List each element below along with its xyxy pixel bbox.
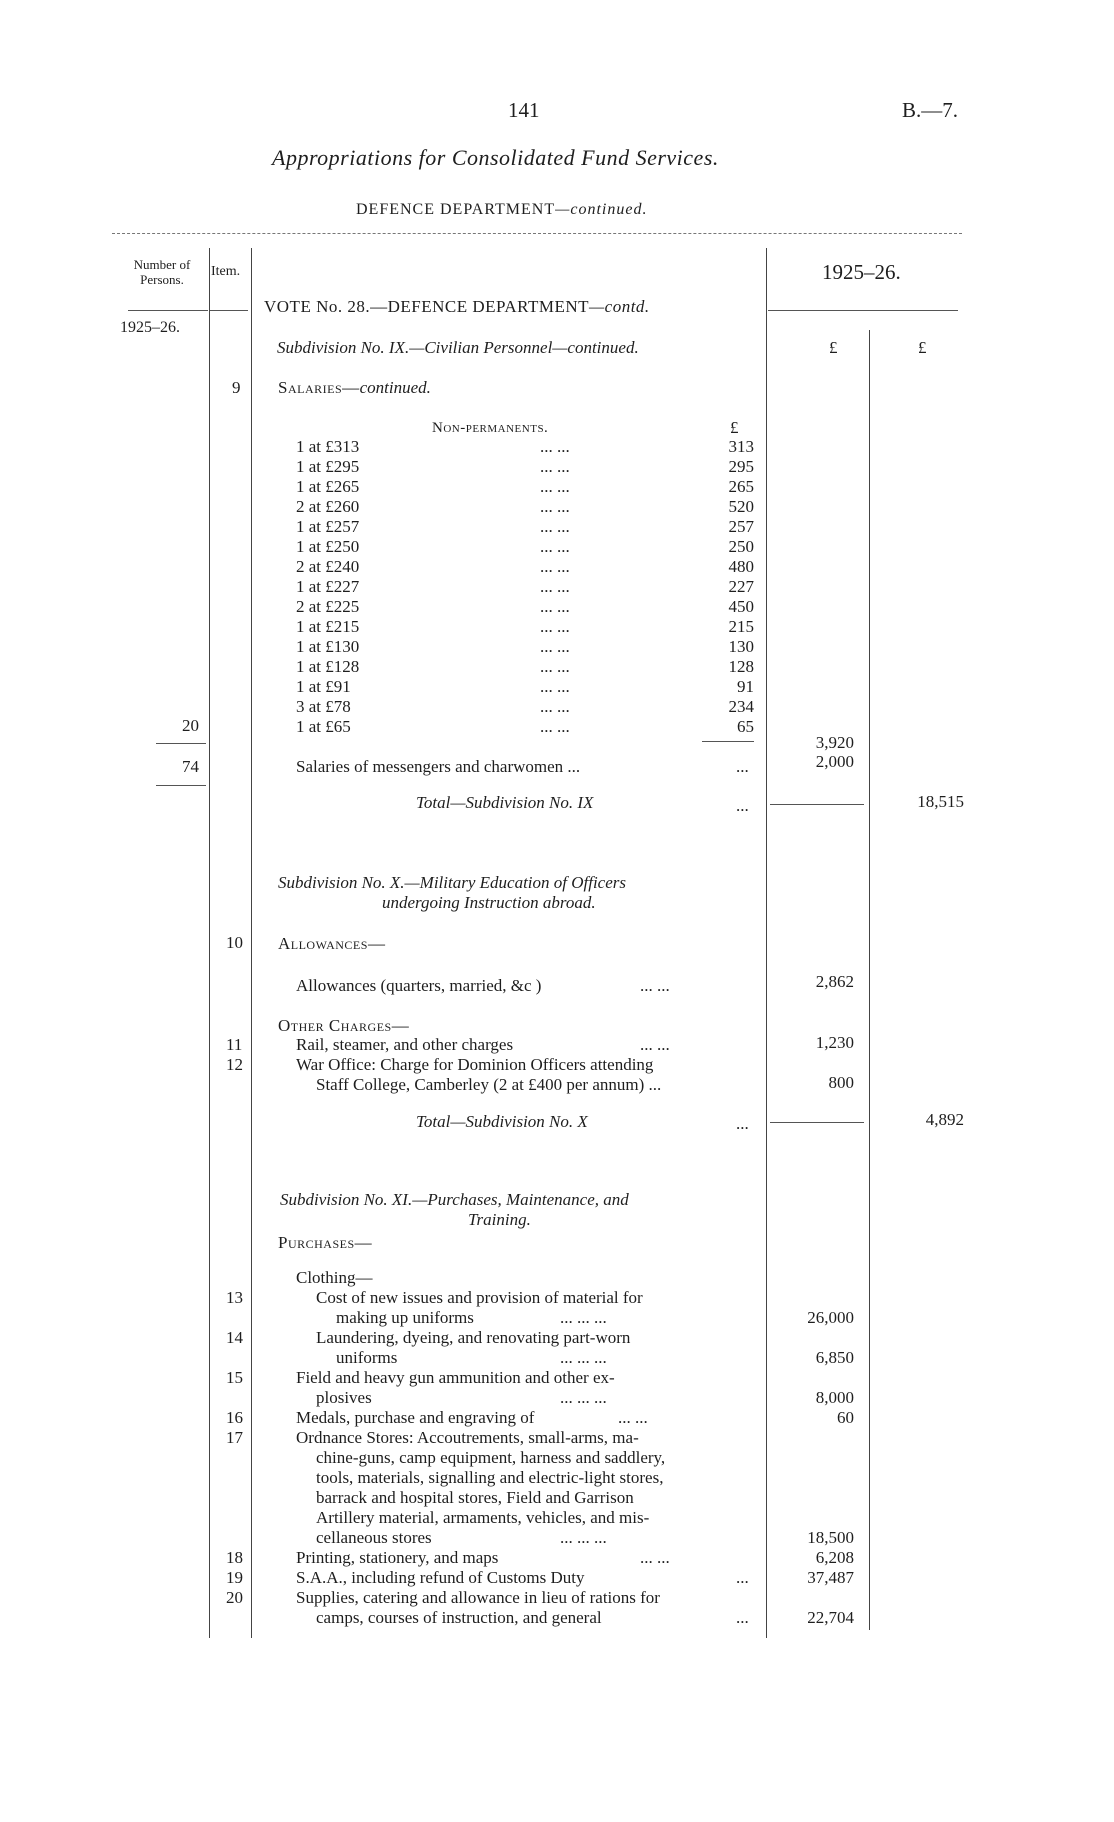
salaries-label: Salaries— [278, 378, 360, 397]
page-number: 141 [508, 98, 540, 122]
item-14-value: 6,850 [815, 1348, 854, 1367]
war-office-line2: Staff College, Camberley (2 at £400 per annum) ... [316, 1075, 662, 1094]
leader-dots: ... ... [540, 637, 570, 656]
leader-dots: ... ... [540, 477, 570, 496]
item-18-value: 6,208 [815, 1548, 854, 1567]
non-permanent-rate: 2 at £240 [296, 557, 360, 576]
item-15-value: 8,000 [815, 1388, 854, 1407]
non-permanent-amount: 227 [728, 577, 754, 596]
vote-label: VOTE No. 28.—DEFENCE DEPARTMENT [264, 297, 590, 316]
non-permanent-rate: 1 at £65 [296, 717, 351, 736]
item-17-line4: barrack and hospital stores, Field and Garrison [316, 1488, 634, 1507]
item-number: 9 [232, 378, 241, 397]
item-16-dots: ... ... [618, 1408, 648, 1427]
item-19-label: S.A.A., including refund of Customs Duty [296, 1568, 585, 1587]
rail-dots: ... ... [640, 1035, 670, 1054]
item-number: 11 [226, 1035, 243, 1054]
leader-dots: ... ... [540, 597, 570, 616]
item-number: 10 [226, 933, 243, 952]
non-permanent-amount: 130 [728, 637, 754, 656]
persons-subtotal: 20 [182, 716, 199, 735]
salaries-heading [278, 378, 431, 398]
document-reference: B.—7. [902, 98, 959, 122]
salaries-continued: continued. [359, 378, 431, 397]
allowances-row-dots: ... ... [640, 976, 670, 995]
number-of-persons-header: Number of Persons. [133, 257, 191, 287]
item-13-line1: Cost of new issues and provision of material for [316, 1288, 643, 1307]
header-rule [112, 233, 962, 234]
item-15-line2: plosives [316, 1388, 372, 1407]
non-permanent-amount: 295 [728, 457, 754, 476]
subdivision-x-title-line2: undergoing Instruction abroad. [382, 893, 596, 912]
non-permanent-rate: 1 at £313 [296, 437, 360, 456]
item-number: 13 [226, 1288, 243, 1307]
item-19-value: 37,487 [807, 1568, 854, 1587]
amount-header-rule [768, 310, 958, 311]
item-20-line1: Supplies, catering and allowance in lieu of rations for [296, 1588, 660, 1607]
leader-dots: ... ... [540, 697, 570, 716]
other-charges-heading: Other Charges— [278, 1016, 410, 1035]
year-header: 1925–26. [822, 260, 901, 284]
item-number: 18 [226, 1548, 243, 1567]
item-20-dots: ... [736, 1608, 749, 1627]
non-permanent-rate: 1 at £265 [296, 477, 360, 496]
leader-dots: ... ... [540, 577, 570, 596]
item-15-line1: Field and heavy gun ammunition and other ex- [296, 1368, 615, 1387]
leader-dots: ... ... [540, 457, 570, 476]
pound-sign-col1: £ [829, 338, 838, 357]
column-rule-item [251, 248, 252, 1638]
messengers-label: Salaries of messengers and charwomen ... [296, 757, 581, 776]
item-header: Item. [211, 264, 241, 279]
item-17-dots: ... ... ... [560, 1528, 607, 1547]
item-number: 17 [226, 1428, 243, 1447]
non-permanent-rate: 1 at £227 [296, 577, 360, 596]
non-permanent-amount: 313 [728, 437, 754, 456]
item-number: 15 [226, 1368, 243, 1387]
non-permanents-sum: 3,920 [815, 733, 854, 752]
leader-dots: ... ... [540, 437, 570, 456]
non-permanent-amount: 65 [737, 717, 754, 736]
persons-year-header: 1925–26. [120, 319, 180, 336]
item-17-line6: cellaneous stores [316, 1528, 432, 1547]
non-permanent-amount: 450 [728, 597, 754, 616]
persons-subtotal-rule [156, 743, 206, 744]
non-permanent-rate: 1 at £128 [296, 657, 360, 676]
item-17-value: 18,500 [807, 1528, 854, 1547]
vote-title [264, 297, 650, 317]
item-header-rule [210, 310, 248, 311]
item-14-line1: Laundering, dyeing, and renovating part-worn [316, 1328, 631, 1347]
leader-dots: ... ... [540, 557, 570, 576]
allowances-row-label: Allowances (quarters, married, &c ) [296, 976, 542, 995]
persons-header-rule [128, 310, 208, 311]
non-permanent-amount: 215 [728, 617, 754, 636]
subdivision-ix-total-rule [770, 804, 864, 805]
pound-sign-col2: £ [918, 338, 927, 357]
subdivision-ix-total: 18,515 [917, 792, 964, 811]
subdivision-ix-title: Subdivision No. IX.—Civilian Personnel—continued. [277, 338, 639, 357]
department-name: DEFENCE DEPARTMENT [356, 201, 556, 218]
non-permanent-amount: 480 [728, 557, 754, 576]
rail-value: 1,230 [815, 1033, 854, 1052]
subdivision-x-total-rule [770, 1122, 864, 1123]
persons-total-rule [156, 785, 206, 786]
allowances-heading: Allowances— [278, 934, 386, 953]
vote-contd: —contd. [589, 297, 650, 316]
department-heading [356, 200, 647, 220]
item-20-line2: camps, courses of instruction, and general [316, 1608, 602, 1627]
leader-dots: ... ... [540, 657, 570, 676]
non-permanent-rate: 1 at £130 [296, 637, 360, 656]
item-number: 12 [226, 1055, 243, 1074]
messengers-value: 2,000 [815, 752, 854, 771]
non-permanent-amount: 128 [728, 657, 754, 676]
item-14-dots: ... ... ... [560, 1348, 607, 1367]
non-permanent-amount: 91 [737, 677, 754, 696]
leader-dots: ... ... [540, 537, 570, 556]
subdivision-xi-title-line1: Subdivision No. XI.—Purchases, Maintenance, and [280, 1190, 629, 1209]
item-16-label: Medals, purchase and engraving of [296, 1408, 535, 1427]
page-title: Appropriations for Consolidated Fund Services. [272, 145, 719, 170]
leader-dots: ... ... [540, 497, 570, 516]
persons-total: 74 [182, 757, 199, 776]
non-permanent-amount: 250 [728, 537, 754, 556]
purchases-heading: Purchases— [278, 1233, 373, 1252]
non-permanent-rate: 3 at £78 [296, 697, 351, 716]
non-permanents-heading: Non-permanents. [432, 420, 549, 436]
item-13-line2: making up uniforms [336, 1308, 474, 1327]
item-number: 19 [226, 1568, 243, 1587]
non-permanents-pound: £ [730, 418, 739, 437]
clothing-heading: Clothing— [296, 1268, 373, 1287]
item-16-value: 60 [837, 1408, 854, 1427]
item-19-dots: ... [736, 1568, 749, 1587]
item-18-label: Printing, stationery, and maps [296, 1548, 499, 1567]
item-17-line1: Ordnance Stores: Accoutrements, small-arms, ma- [296, 1428, 639, 1447]
item-number: 20 [226, 1588, 243, 1607]
item-17-line3: tools, materials, signalling and electric-light stores, [316, 1468, 664, 1487]
column-rule-amount [869, 330, 870, 1630]
subdivision-x-total-label: Total—Subdivision No. X [416, 1112, 588, 1131]
non-permanent-amount: 520 [728, 497, 754, 516]
non-permanent-rate: 2 at £260 [296, 497, 360, 516]
non-permanent-amount: 265 [728, 477, 754, 496]
non-permanent-amount: 257 [728, 517, 754, 536]
item-13-value: 26,000 [807, 1308, 854, 1327]
subdivision-xi-title-line2: Training. [468, 1210, 531, 1229]
leader-dots: ... ... [540, 517, 570, 536]
non-permanent-rate: 1 at £250 [296, 537, 360, 556]
item-number: 16 [226, 1408, 243, 1427]
subdivision-x-total-dots: ... [736, 1114, 749, 1133]
leader-dots: ... ... [540, 677, 570, 696]
non-permanent-rate: 1 at £91 [296, 677, 351, 696]
non-permanent-amount: 234 [728, 697, 754, 716]
leader-dots: ... ... [540, 717, 570, 736]
non-permanent-rate: 1 at £295 [296, 457, 360, 476]
non-permanent-rate: 1 at £257 [296, 517, 360, 536]
item-17-line5: Artillery material, armaments, vehicles, and mis- [316, 1508, 650, 1527]
allowances-row-value: 2,862 [815, 972, 854, 991]
non-permanents-sum-rule [702, 741, 754, 742]
item-20-value: 22,704 [807, 1608, 854, 1627]
subdivision-x-total: 4,892 [925, 1110, 964, 1129]
war-office-value: 800 [828, 1073, 854, 1092]
item-17-line2: chine-guns, camp equipment, harness and saddlery, [316, 1448, 666, 1467]
item-15-dots: ... ... ... [560, 1388, 607, 1407]
non-permanent-rate: 1 at £215 [296, 617, 360, 636]
item-number: 14 [226, 1328, 243, 1347]
item-14-line2: uniforms [336, 1348, 398, 1367]
column-rule-details [766, 248, 767, 1638]
subdivision-ix-total-label: Total—Subdivision No. IX [416, 793, 594, 812]
war-office-line1: War Office: Charge for Dominion Officers attending [296, 1055, 654, 1074]
rail-label: Rail, steamer, and other charges [296, 1035, 514, 1054]
leader-dots: ... ... [540, 617, 570, 636]
subdivision-ix-total-dots: ... [736, 796, 749, 815]
subdivision-x-title-line1: Subdivision No. X.—Military Education of Officers [278, 873, 627, 892]
item-18-dots: ... ... [640, 1548, 670, 1567]
department-continued: —continued. [555, 201, 648, 218]
item-13-dots: ... ... ... [560, 1308, 607, 1327]
column-rule-persons [209, 248, 210, 1638]
non-permanent-rate: 2 at £225 [296, 597, 360, 616]
messengers-dots: ... [736, 757, 749, 776]
